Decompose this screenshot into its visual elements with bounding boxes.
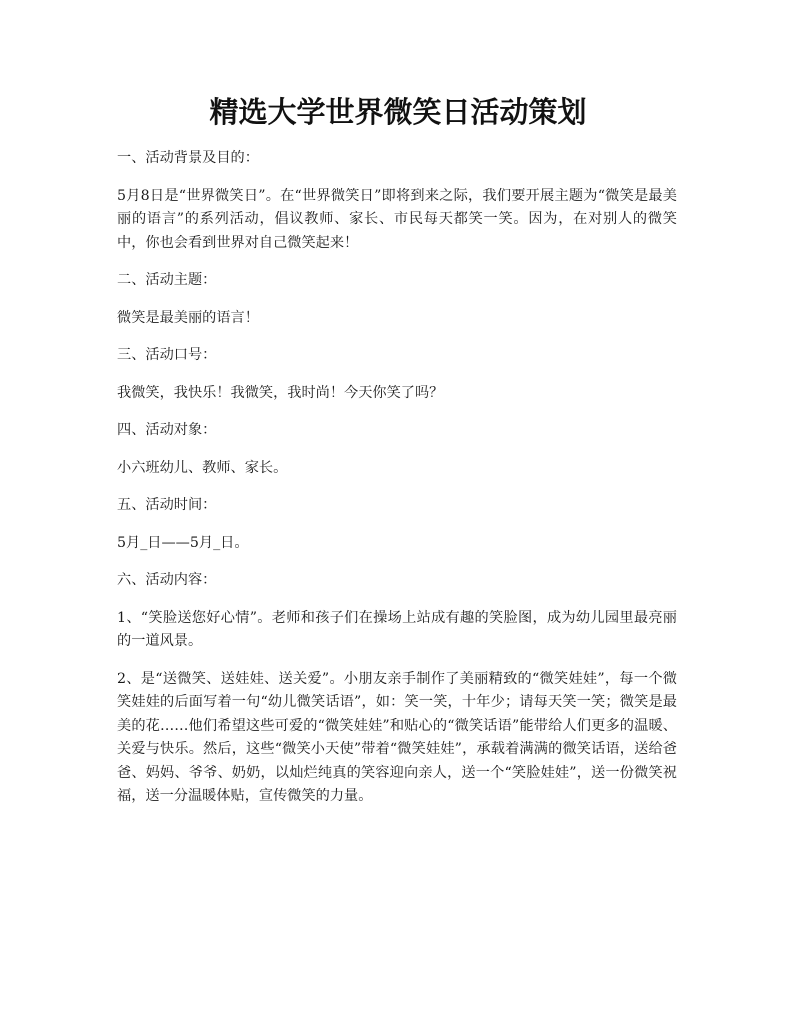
section-heading-background: 一、活动背景及目的： xyxy=(117,150,259,166)
paragraph-background: 5月8日是“世界微笑日”。在“世界微笑日”即将到来之际，我们要开展主题为“微笑是最美丽的语言”的系列活动，倡议教师、家长、市民每天都笑一笑。因为，在对别人的微笑中，你也会看到世界对自己微笑起来！ xyxy=(117,187,677,251)
paragraph-slogan: 我微笑，我快乐！我微笑，我时尚！今天你笑了吗？ xyxy=(117,384,444,401)
paragraph-audience: 小六班幼儿、教师、家长。 xyxy=(117,459,288,476)
paragraph-time: 5月_日——5月_日。 xyxy=(117,534,249,551)
section-heading-audience: 四、活动对象： xyxy=(117,422,217,438)
paragraph-content-item-1: 1、“笑脸送您好心情”。老师和孩子们在操场上站成有趣的笑脸图，成为幼儿园里最亮丽的一道风景。 xyxy=(117,609,677,649)
document-title: 精选大学世界微笑日活动策划 xyxy=(209,95,587,129)
section-heading-content: 六、活动内容： xyxy=(117,572,217,588)
section-heading-time: 五、活动时间： xyxy=(117,497,217,513)
paragraph-theme: 微笑是最美丽的语言！ xyxy=(117,309,259,326)
section-heading-theme: 二、活动主题： xyxy=(117,272,217,288)
paragraph-content-item-2: 2、是“送微笑、送娃娃、送关爱”。小朋友亲手制作了美丽精致的“微笑娃娃”，每一个微笑娃娃的后面写着一句“幼儿微笑话语”，如：笑一笑，十年少；请每天笑一笑；微笑是最美的花……他们希望这些可爱的“微笑娃娃”和贴心的“微笑话语”能带给人们更多的温暖、关爱与快乐。然后，这些“微笑小天使”带着“微笑娃娃”，承载着满满的微笑话语，送给爸爸、妈妈、爷爷、奶奶，以灿烂纯真的笑容迎向亲人，送一个“笑脸娃娃”，送一份微笑祝福，送一分温暖体贴，宣传微笑的力量。 xyxy=(117,670,677,804)
document-body xyxy=(117,147,677,823)
section-heading-slogan: 三、活动口号： xyxy=(117,347,217,363)
